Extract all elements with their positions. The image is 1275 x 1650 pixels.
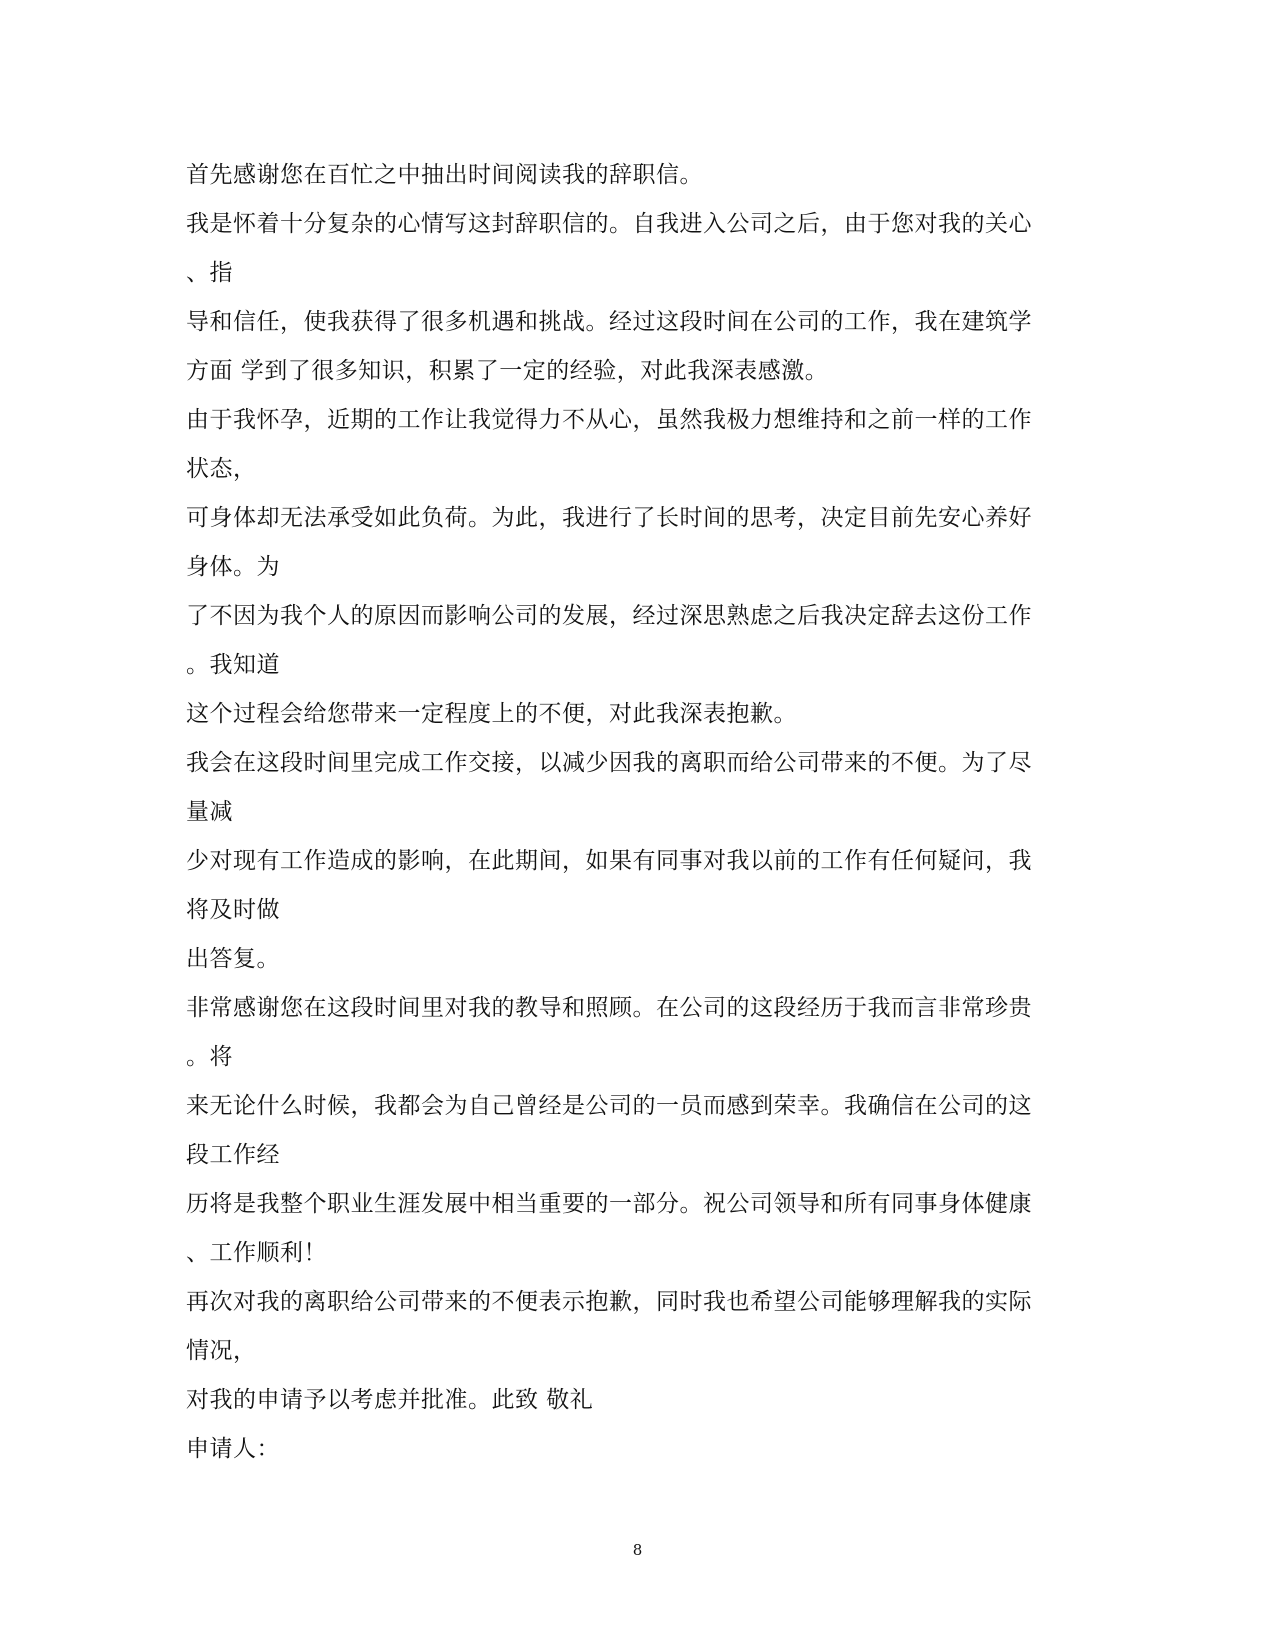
text-line: 我是怀着十分复杂的心情写这封辞职信的。自我进入公司之后，由于您对我的关心 [186,211,1032,237]
text-line: 身体。为 [186,554,280,580]
text-line: 、指 [186,260,233,286]
text-line: 状态， [186,456,257,482]
text-line: 。我知道 [186,652,280,678]
text-line: 对我的申请予以考虑并批准。此致 敬礼 [186,1387,594,1413]
text-line: 、工作顺利！ [186,1240,327,1266]
text-line: 历将是我整个职业生涯发展中相当重要的一部分。祝公司领导和所有同事身体健康 [186,1191,1032,1217]
text-line: 出答复。 [186,946,280,972]
text-line: 再次对我的离职给公司带来的不便表示抱歉，同时我也希望公司能够理解我的实际 [186,1289,1032,1315]
text-line: 非常感谢您在这段时间里对我的教导和照顾。在公司的这段经历于我而言非常珍贵 [186,995,1032,1021]
page-number: 8 [632,1541,643,1559]
text-line: 我会在这段时间里完成工作交接，以减少因我的离职而给公司带来的不便。为了尽 [186,750,1032,776]
text-line: 由于我怀孕，近期的工作让我觉得力不从心，虽然我极力想维持和之前一样的工作 [186,407,1032,433]
text-line: 少对现有工作造成的影响，在此期间，如果有同事对我以前的工作有任何疑问，我 [186,848,1032,874]
text-line: 将及时做 [186,897,280,923]
text-line: 这个过程会给您带来一定程度上的不便，对此我深表抱歉。 [186,701,797,727]
text-line: 首先感谢您在百忙之中抽出时间阅读我的辞职信。 [186,162,703,188]
text-line: 导和信任，使我获得了很多机遇和挑战。经过这段时间在公司的工作，我在建筑学 [186,309,1032,335]
text-line: 段工作经 [186,1142,280,1168]
text-line: 情况， [186,1338,257,1364]
text-line: 来无论什么时候，我都会为自己曾经是公司的一员而感到荣幸。我确信在公司的这 [186,1093,1032,1119]
text-line: 申请人： [186,1436,280,1462]
letter-body [186,151,1096,1474]
text-line: 。将 [186,1044,233,1070]
text-line: 可身体却无法承受如此负荷。为此，我进行了长时间的思考，决定目前先安心养好 [186,505,1032,531]
text-line: 方面 学到了很多知识，积累了一定的经验，对此我深表感激。 [186,358,829,384]
text-line: 了不因为我个人的原因而影响公司的发展，经过深思熟虑之后我决定辞去这份工作 [186,603,1032,629]
text-line: 量减 [186,799,233,825]
